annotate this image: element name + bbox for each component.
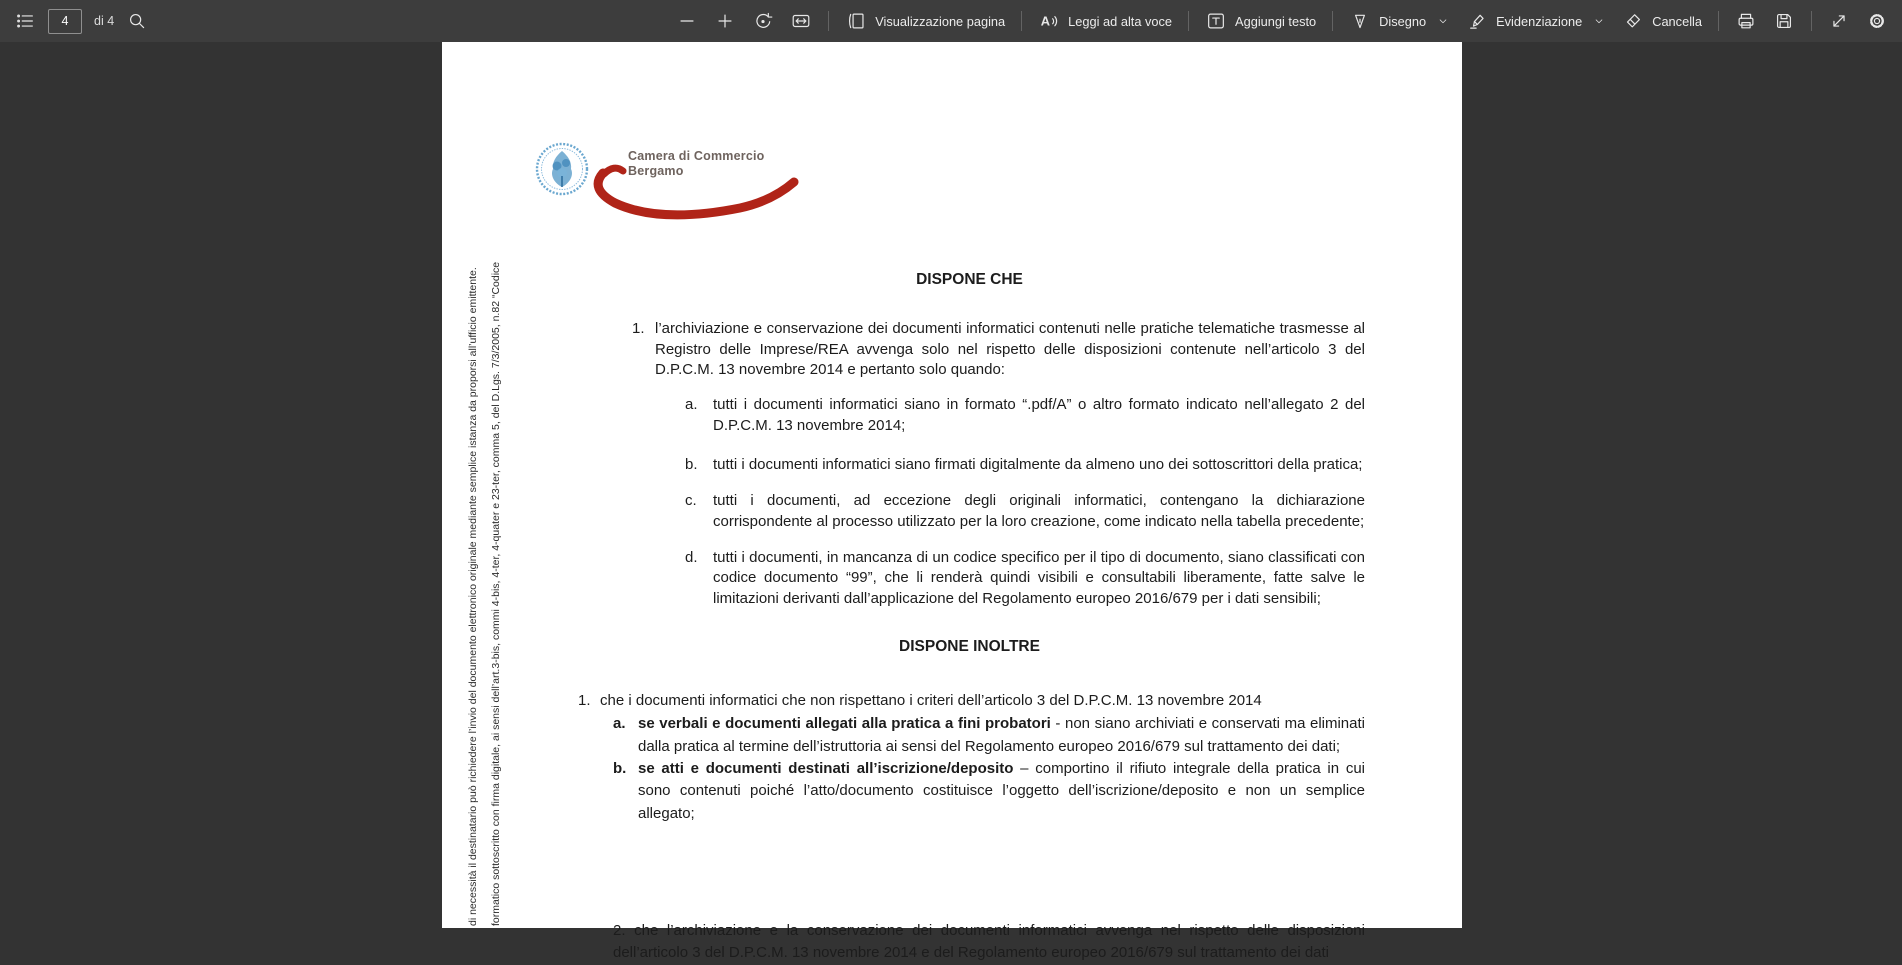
draw-label: Disegno (1379, 13, 1427, 29)
logo-org-name: Camera di Commercio (628, 149, 765, 163)
document-content (574, 270, 1366, 962)
pdf-viewer-canvas[interactable] (0, 42, 1902, 962)
toolbar-left-group (0, 9, 148, 34)
read-aloud-icon (1038, 10, 1060, 32)
list-item (685, 491, 1365, 532)
highlight-button[interactable] (1466, 10, 1606, 32)
list-item (632, 319, 1365, 381)
list-item-text: l’archiviazione e conservazione dei documenti informatici contenuti nelle pratiche telematiche trasmesse al Registro delle Imprese/REA avvenga solo nel rispetto delle disposizioni contenute nell’articolo 3 del D.P.C.M. 13 novembre 2014 e pertanto solo quando: (655, 320, 1365, 379)
highlight-label: Evidenziazione (1496, 13, 1583, 29)
list-item-text: tutti i documenti, in mancanza di un codice specifico per il tipo di documento, siano classificati con codice documento “99”, che li renderà quindi visibili e consultabili liberamente, fatte salve le limitazioni derivanti dall’applicazione del Regolamento europeo 2016/679 per i dati sensibili; (713, 548, 1365, 608)
toolbar-separator (1718, 11, 1719, 31)
toolbar-separator (1021, 11, 1022, 31)
list-letter: c. (685, 492, 697, 510)
pen-icon (1349, 10, 1371, 32)
search-icon[interactable] (126, 10, 148, 32)
erase-label: Cancella (1652, 13, 1702, 29)
heading-dispone-che: DISPONE CHE (916, 271, 1023, 288)
svg-text:A: A (1040, 13, 1051, 29)
zoom-out-icon[interactable] (676, 10, 698, 32)
page-number-input[interactable] (48, 9, 82, 34)
list-item-bold-text: se atti e documenti destinati all’iscrizione/deposito (638, 759, 1014, 777)
page-view-button[interactable] (845, 10, 1005, 32)
list-item (685, 548, 1365, 610)
logo-wordmark (628, 149, 764, 179)
list-item-text: che i documenti informatici che non rispettano i criteri dell’articolo 3 del D.P.C.M. 13 novembre 2014 (600, 691, 1262, 709)
chamber-seal-logo (535, 142, 589, 196)
list-item-text: tutti i documenti informatici siano firmati digitalmente da almeno uno dei sottoscrittori della pratica; (713, 455, 1363, 473)
chevron-down-icon[interactable] (1592, 14, 1606, 28)
toolbar-separator (1188, 11, 1189, 31)
document-page (442, 42, 1462, 962)
page-view-icon (845, 10, 867, 32)
list-letter: d. (685, 548, 698, 566)
heading-dispone-inoltre: DISPONE INOLTRE (899, 637, 1040, 655)
logo-city-name: Bergamo (628, 164, 684, 178)
list-letter: a. (685, 396, 698, 414)
rotate-icon[interactable] (752, 10, 774, 32)
table-of-contents-icon[interactable] (14, 10, 36, 32)
list-item-text: tutti i documenti, ad eccezione degli originali informatici, contengano la dichiarazione corrispondente al processo utilizzato per la loro creazione, come indicato nella tabella precedente; (713, 492, 1365, 530)
list-item (685, 455, 1365, 476)
rotated-side-note (462, 226, 508, 926)
list-item-text: – comportino il rifiuto integrale della pratica in cui sono contenuti poiché l’atto/documento costituisce l’oggetto dell’iscrizione/deposito e non un semplice allegato; (638, 759, 1366, 822)
toolbar-separator (1332, 11, 1333, 31)
list-letter: a. (613, 715, 626, 733)
add-text-label: Aggiungi testo (1235, 13, 1317, 29)
clipped-bottom-line: 2. che l’archiviazione e la conservazione dei documenti informatici avvenga nel rispetto delle disposizioni dell’articolo 3 del D.P.C.M. 13 novembre 2014 e del Regolamento europeo 2016/679 sul trattamento dei dati (613, 922, 1365, 962)
settings-gear-icon[interactable] (1866, 10, 1888, 32)
draw-button[interactable] (1349, 10, 1450, 32)
read-aloud-button[interactable] (1038, 10, 1172, 32)
add-text-button[interactable] (1205, 10, 1316, 32)
side-note-line-2: formatico sottoscritto con firma digitale, ai sensi dell’art.3-bis, commi 4-bis, 4-ter, 4-quater e 23-ter, comma 5, del D.Lgs. 7/3/2005, n.82 “Codice (490, 261, 502, 926)
chevron-down-icon[interactable] (1436, 14, 1450, 28)
print-icon[interactable] (1735, 10, 1757, 32)
highlighter-icon (1466, 10, 1488, 32)
toolbar-main-group (676, 10, 1902, 32)
toolbar-separator (1811, 11, 1812, 31)
fullscreen-icon[interactable] (1828, 10, 1850, 32)
list-item (685, 395, 1365, 436)
list-number: 1. (632, 320, 645, 337)
list-letter: b. (685, 455, 698, 473)
list-number: 1. (578, 691, 591, 709)
list-item (613, 758, 1365, 825)
save-icon[interactable] (1773, 10, 1795, 32)
page-view-label: Visualizzazione pagina (875, 13, 1006, 29)
list-item-bold-text: se verbali e documenti allegati alla pratica a fini probatori (638, 715, 1051, 733)
zoom-in-icon[interactable] (714, 10, 736, 32)
pdf-toolbar (0, 0, 1902, 42)
list-item-text: - non siano archiviati e conservati ma eliminati dalla pratica al termine dell’istruttoria ai sensi del Regolamento europeo 2016/679 sul trattamento dei dati; (638, 715, 1365, 755)
page-count-label: di 4 (94, 14, 115, 28)
list-letter: b. (613, 759, 627, 777)
list-item-text: tutti i documenti informatici siano in formato “.pdf/A” o altro formato indicato nell’allegato 2 del D.P.C.M. 13 novembre 2014; (713, 396, 1365, 434)
add-text-icon (1205, 10, 1227, 32)
toolbar-separator (828, 11, 829, 31)
side-note-line-1: di necessità il destinatario può richiedere l’invio del documento elettronico originale mediante semplice istanza da proporsi all’ufficio emittente. (467, 267, 479, 926)
read-aloud-label: Leggi ad alta voce (1068, 13, 1173, 29)
list-item (578, 690, 1365, 712)
fit-to-width-icon[interactable] (790, 10, 812, 32)
erase-button[interactable] (1622, 10, 1702, 32)
list-item (613, 713, 1365, 758)
eraser-icon (1622, 10, 1644, 32)
